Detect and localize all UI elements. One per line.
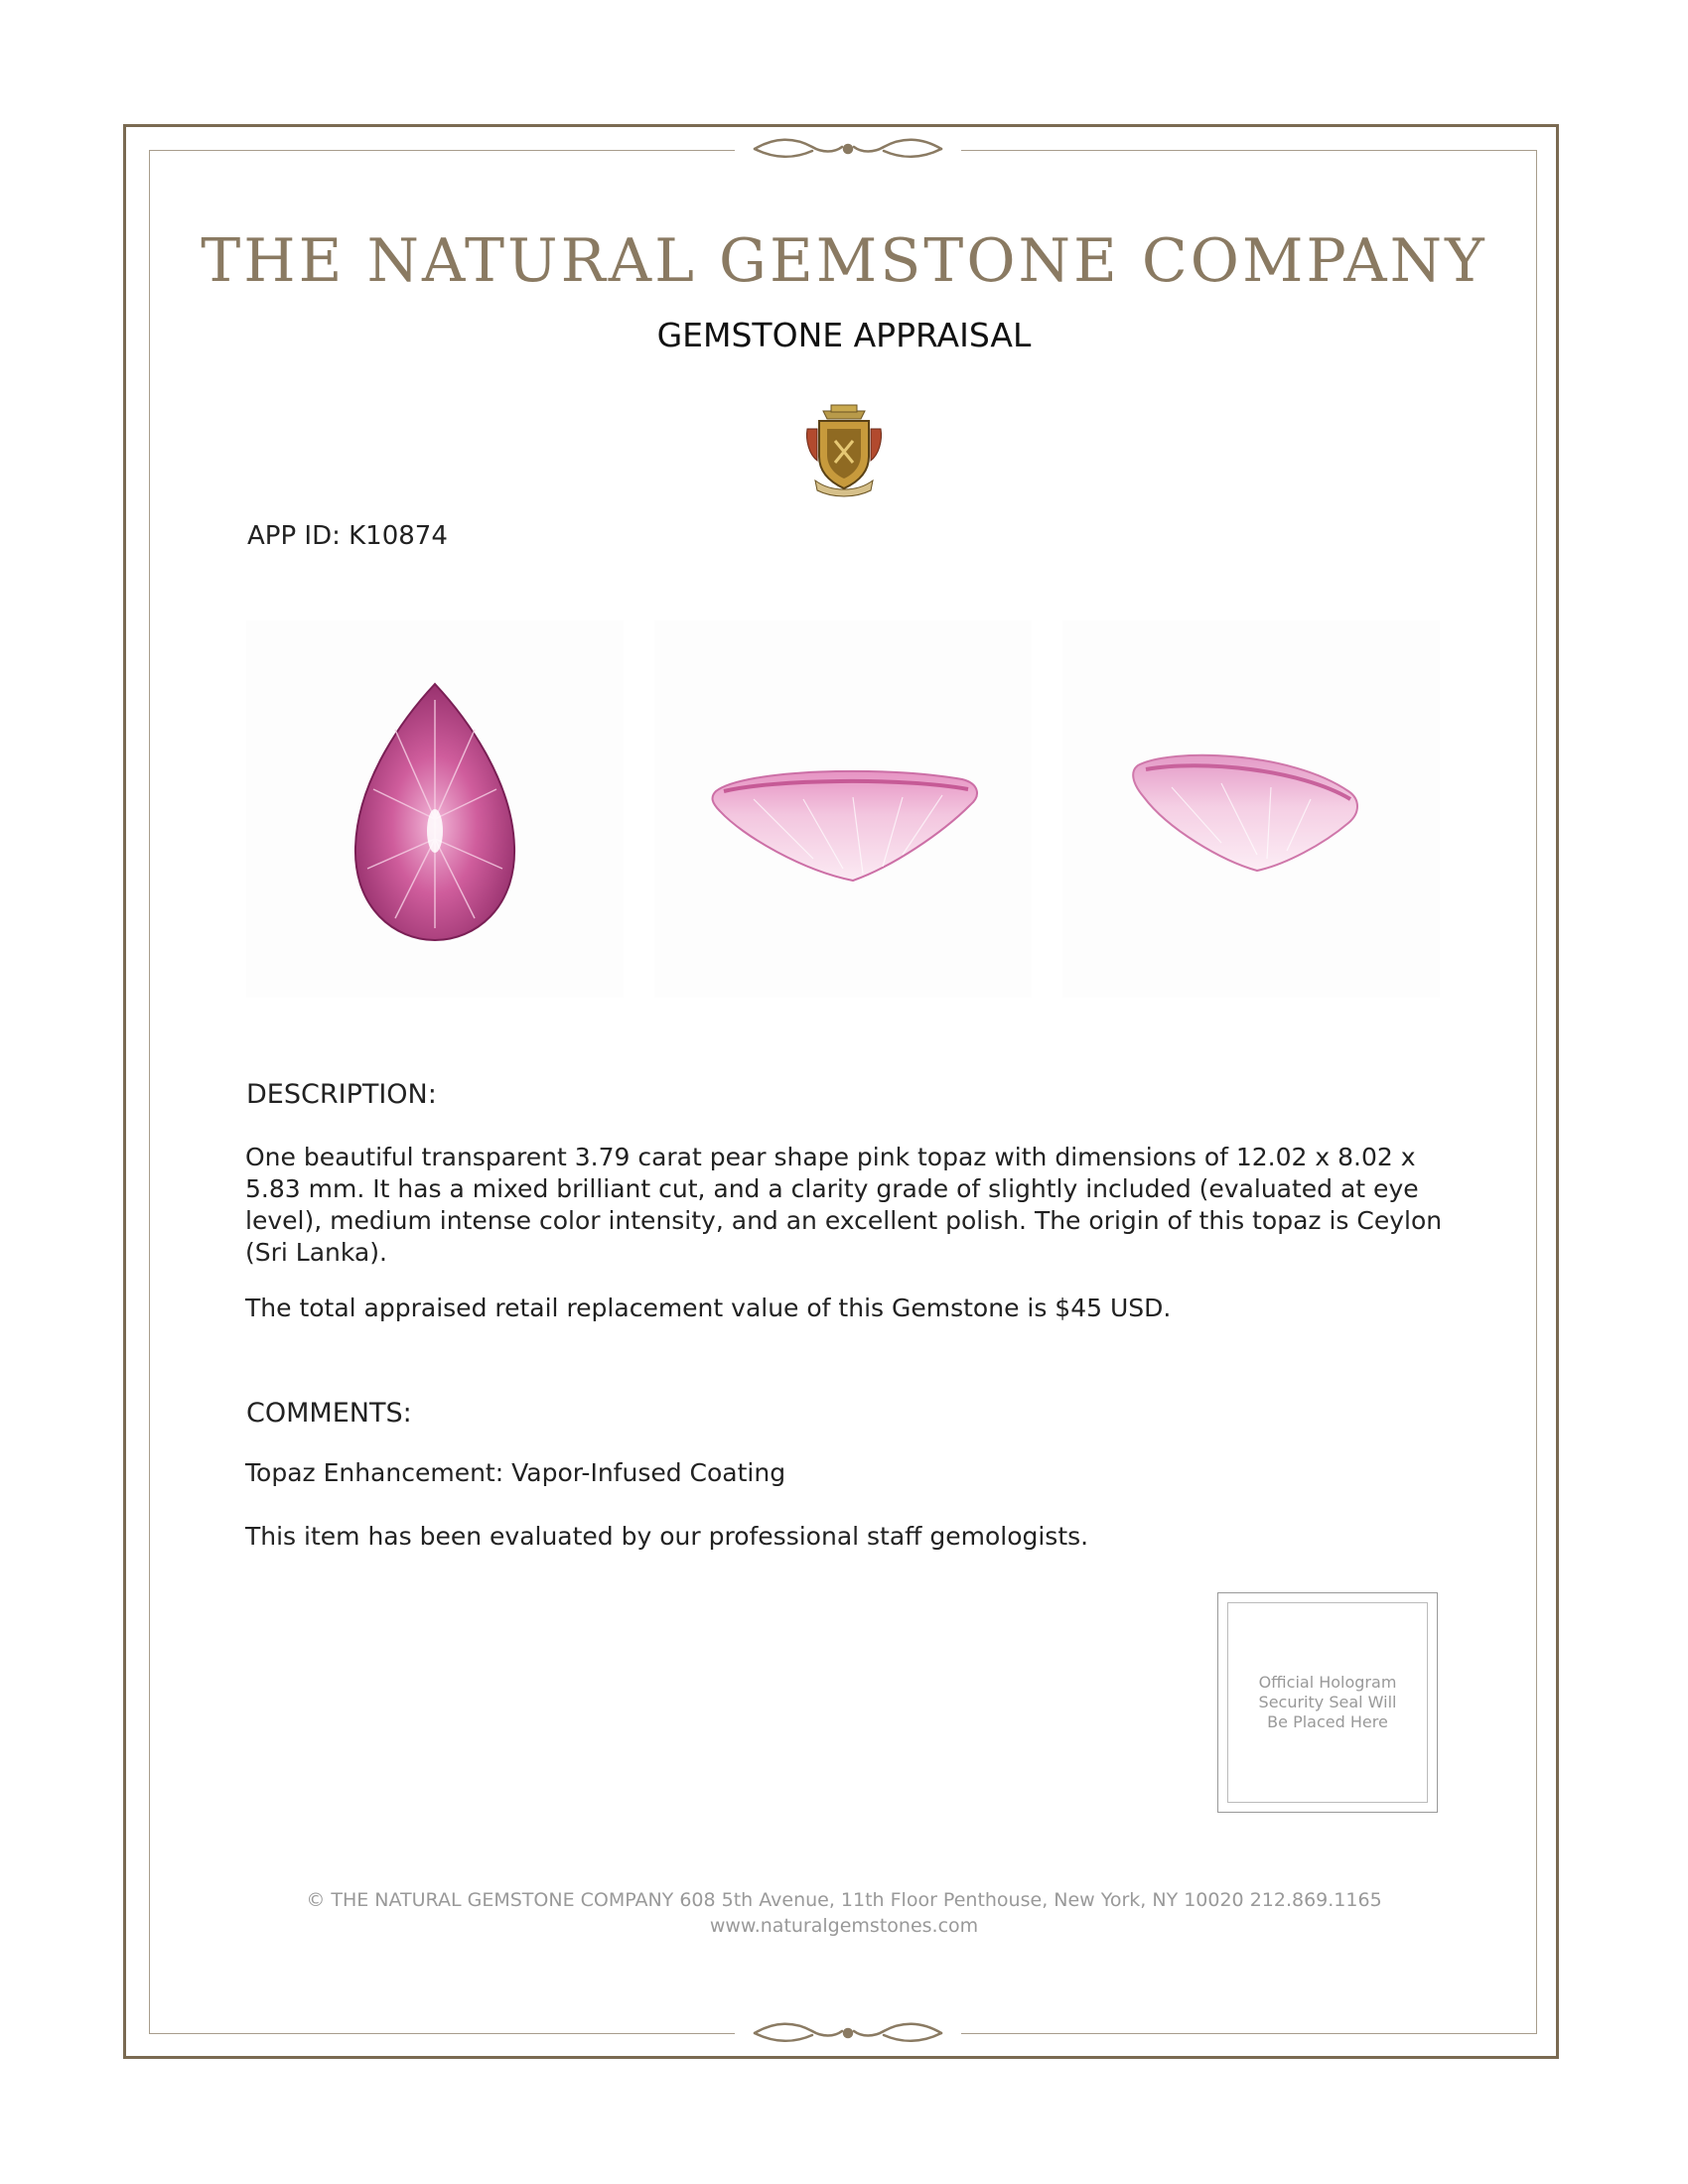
enhancement-comment: Topaz Enhancement: Vapor-Infused Coating xyxy=(245,1458,786,1487)
hologram-seal-placeholder xyxy=(1217,1592,1438,1813)
document-title: GEMSTONE APPRAISAL xyxy=(656,316,1032,354)
footer-website-link[interactable]: www.naturalgemstones.com xyxy=(709,1915,979,1937)
description-heading: DESCRIPTION: xyxy=(246,1079,437,1110)
seal-placeholder-text: Official Hologram Security Seal Will Be Placed Here xyxy=(1258,1673,1397,1731)
seal-inner-border xyxy=(1227,1602,1428,1803)
appraised-value-statement: The total appraised retail replacement value of this Gemstone is $45 USD. xyxy=(245,1294,1172,1322)
comments-heading: COMMENTS: xyxy=(246,1398,412,1429)
footer-address: © THE NATURAL GEMSTONE COMPANY 608 5th Avenue, 11th Floor Penthouse, New York, NY 10020 212.869.1165 xyxy=(306,1889,1382,1911)
company-name: THE NATURAL GEMSTONE COMPANY xyxy=(201,226,1487,296)
description-text: One beautiful transparent 3.79 carat pear shape pink topaz with dimensions of 12.02 x 8.02 x 5.83 mm. It has a mixed brilliant cut, and a clarity grade of slightly included (evaluated at eye level), medium intense color intensity, and an excellent polish. The origin of this topaz is Ceylon (Sri Lanka). xyxy=(245,1143,1443,1267)
top-flourish-ornament xyxy=(735,131,961,167)
app-id: APP ID: K10874 xyxy=(247,521,448,551)
gem-photo-side-view xyxy=(654,620,1032,998)
bottom-flourish-ornament xyxy=(735,2015,961,2051)
gem-photo-angle-view xyxy=(1062,620,1440,998)
gem-photo-top-view xyxy=(246,620,624,998)
evaluation-comment: This item has been evaluated by our professional staff gemologists. xyxy=(245,1522,1089,1551)
heraldic-crest-icon xyxy=(801,401,887,500)
